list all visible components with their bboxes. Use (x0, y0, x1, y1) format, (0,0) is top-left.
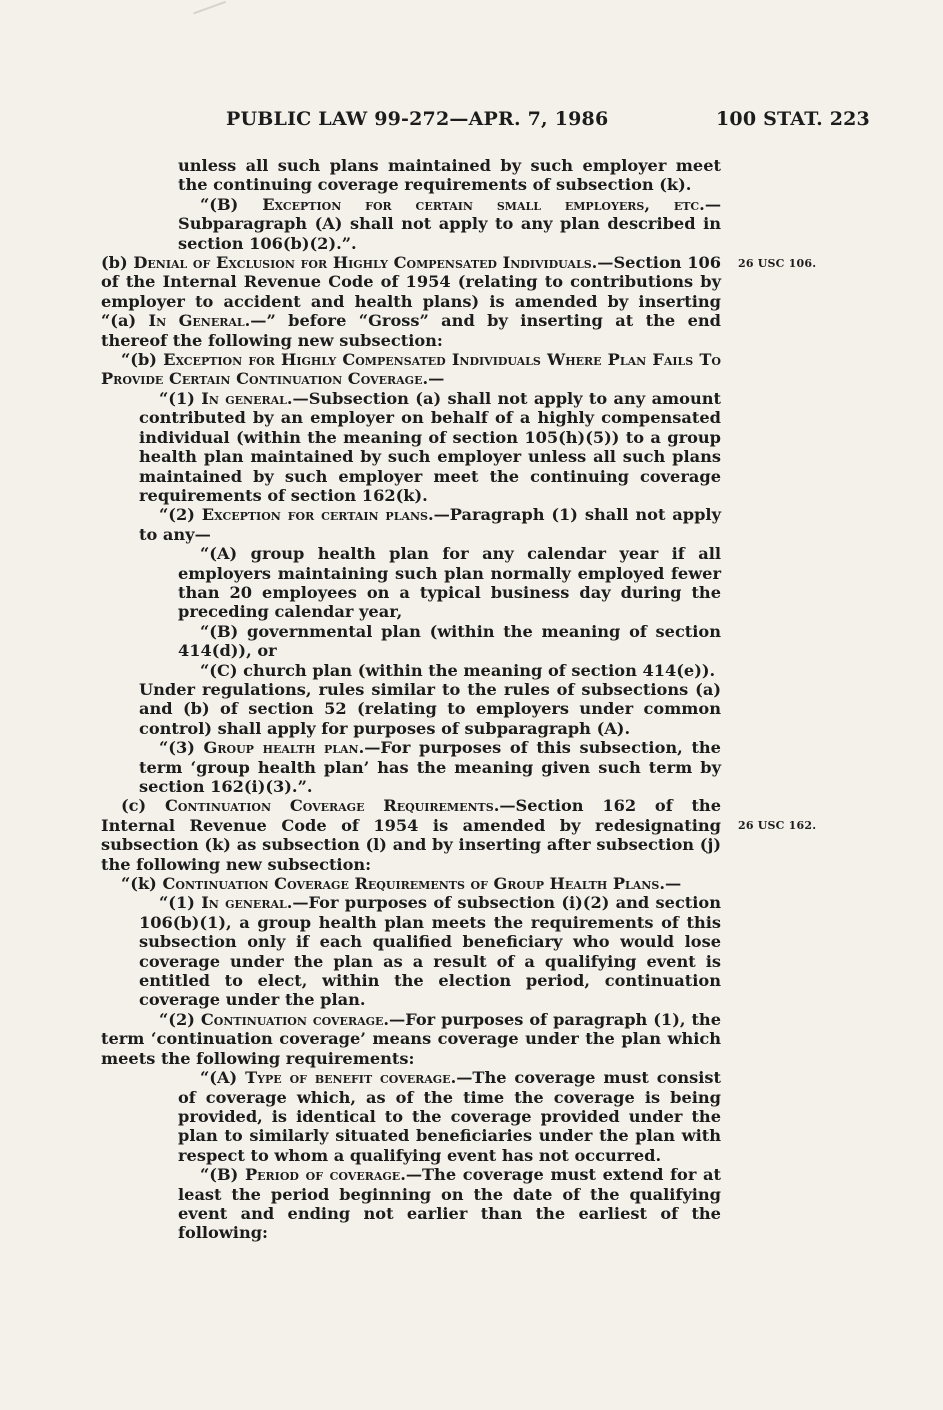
paragraph-continuation: unless all such plans maintained by such employer meet the continuing coverage requirements of subsection (k). (178, 156, 721, 195)
paragraph-section-c: (c) Continuation Coverage Requirements.—Section 162 of the Internal Revenue Code of 1954 is amended by redesignating subsection (k) as subsection (l) and by inserting after subsection (j) the following new subsection: (101, 796, 722, 874)
paragraph-b-2-a: “(A) group health plan for any calendar year if all employers maintaining such plan normally employed fewer than 20 employees on a typical business day during the preceding calendar year, (178, 544, 721, 622)
paragraph-b-2: “(2) Exception for certain plans.—Paragraph (1) shall not apply to any— (139, 505, 721, 544)
margin-note-26-usc-162: 26 USC 162. (738, 819, 817, 832)
paper-mark (193, 1, 232, 33)
page-header-title: PUBLIC LAW 99-272—APR. 7, 1986 (226, 108, 609, 130)
paragraph-b-2-b: “(B) governmental plan (within the meaning of section 414(d)), or (178, 621, 721, 661)
heading-subsection-b: “(b) Exception for Highly Compensated Individuals Where Plan Fails To Provide Certain Continuation Coverage.— (101, 350, 721, 389)
paragraph-k-2: “(2) Continuation coverage.—For purposes of paragraph (1), the term ‘continuation coverage’ means coverage under the plan which meets the following requirements: (101, 1009, 721, 1068)
paragraph-k-1: “(1) In general.—For purposes of subsection (i)(2) and section 106(b)(1), a group health plan meets the requirements of this subsection only if each qualified beneficiary who would lose coverage under the plan as a result of a qualifying event is entitled to elect, within the election period, continuation coverage under the plan. (139, 893, 721, 1010)
paragraph-b-2-c: “(C) church plan (within the meaning of section 414(e)). (200, 660, 716, 680)
document-body (101, 156, 721, 1243)
page-header-stat: 100 STAT. 223 (716, 108, 870, 130)
paragraph-k-2-a: “(A) Type of benefit coverage.—The coverage must consist of coverage which, as of the time the coverage is being provided, is identical to the coverage provided under the plan to similarly situated beneficiaries under the plan with respect to whom a qualifying event has not occurred. (178, 1068, 722, 1165)
paragraph-b-1: “(1) In general.—Subsection (a) shall not apply to any amount contributed by an employer on behalf of a highly compensated individual (within the meaning of section 105(h)(5)) to a group health plan maintained by such employer unless all such plans maintained by such employer meet the continuing coverage requirements of section 162(k). (139, 388, 721, 505)
margin-note-26-usc-106: 26 USC 106. (738, 257, 817, 270)
paragraph-regulations: Under regulations, rules similar to the rules of subsections (a) and (b) of section 52 (relating to employers under common control) shall apply for purposes of subparagraph (A). (139, 679, 721, 738)
paragraph-section-b: (b) Denial of Exclusion for Highly Compensated Individuals.—Section 106 of the Internal Revenue Code of 1954 (relating to contributions by employer to accident and health plans) is amended by inserting “(a) In General.—” before “Gross” and by inserting at the end thereof the following new subsection: (101, 253, 721, 350)
paragraph-k-2-b: “(B) Period of coverage.—The coverage must extend for at least the period beginning on the date of the qualifying event and ending not earlier than the earliest of the following: (178, 1165, 721, 1243)
paragraph-b-small-employers: “(B) Exception for certain small employers, etc.—Subparagraph (A) shall not apply to any plan described in section 106(b)(2).”. (178, 194, 721, 253)
paragraph-b-3: “(3) Group health plan.—For purposes of this subsection, the term ‘group health plan’ has the meaning given such term by section 162(i)(3).”. (139, 738, 721, 796)
heading-subsection-k: “(k) Continuation Coverage Requirements of Group Health Plans.— (121, 874, 682, 894)
